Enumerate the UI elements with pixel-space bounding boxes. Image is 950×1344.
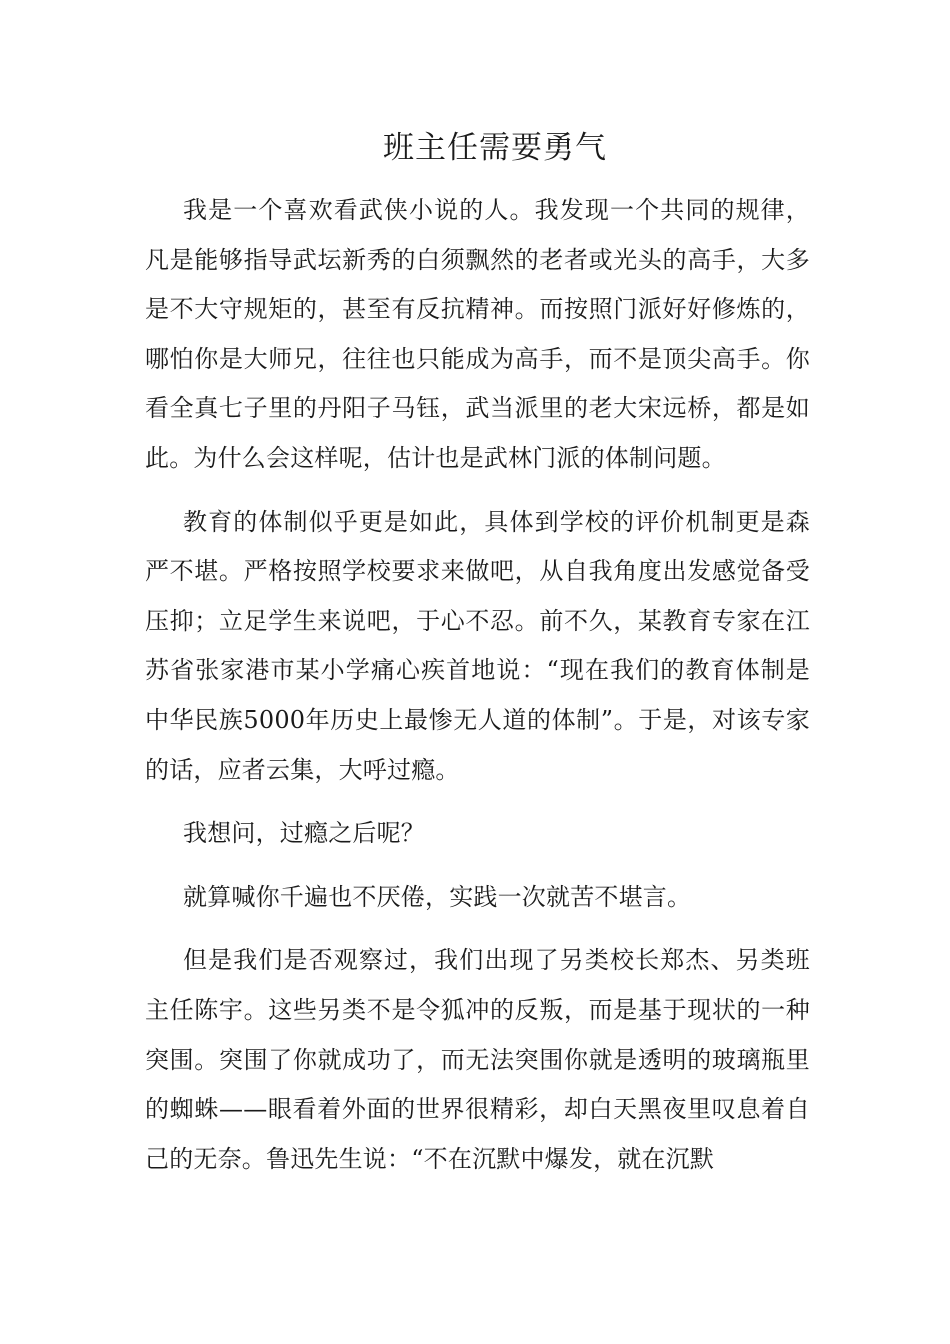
- paragraph: 我是一个喜欢看武侠小说的人。我发现一个共同的规律，凡是能够指导武坛新秀的白须飘然的老者或光头的高手，大多是不大守规矩的，甚至有反抗精神。而按照门派好好修炼的，哪怕你是大师兄，往往也只能成为高手，而不是顶尖高手。你看全真七子里的丹阳子马钰，武当派里的老大宋远桥，都是如此。为什么会这样呢，估计也是武林门派的体制问题。: [145, 196, 810, 472]
- document-body: [145, 186, 810, 1198]
- paragraph: 但是我们是否观察过，我们出现了另类校长郑杰、另类班主任陈宇。这些另类不是令狐冲的反叛，而是基于现状的一种突围。突围了你就成功了，而无法突围你就是透明的玻璃瓶里的蜘蛛——眼看着外面的世界很精彩，却白天黑夜里叹息着自己的无奈。鲁迅先生说：“不在沉默中爆发，就在沉默: [145, 946, 810, 1173]
- document-title: 班主任需要勇气: [383, 130, 607, 166]
- paragraph: 教育的体制似乎更是如此，具体到学校的评价机制更是森严不堪。严格按照学校要求来做吧，从自我角度出发感觉备受压抑；立足学生来说吧，于心不忍。前不久，某教育专家在江苏省张家港市某小学痛心疾首地说：“现在我们的教育体制是中华民族5000年历史上最惨无人道的体制”。于是，对该专家的话，应者云集，大呼过瘾。: [145, 507, 810, 784]
- paragraph: 就算喊你千遍也不厌倦，实践一次就苦不堪言。: [183, 882, 692, 911]
- paragraph: 我想问，过瘾之后呢？: [183, 819, 425, 848]
